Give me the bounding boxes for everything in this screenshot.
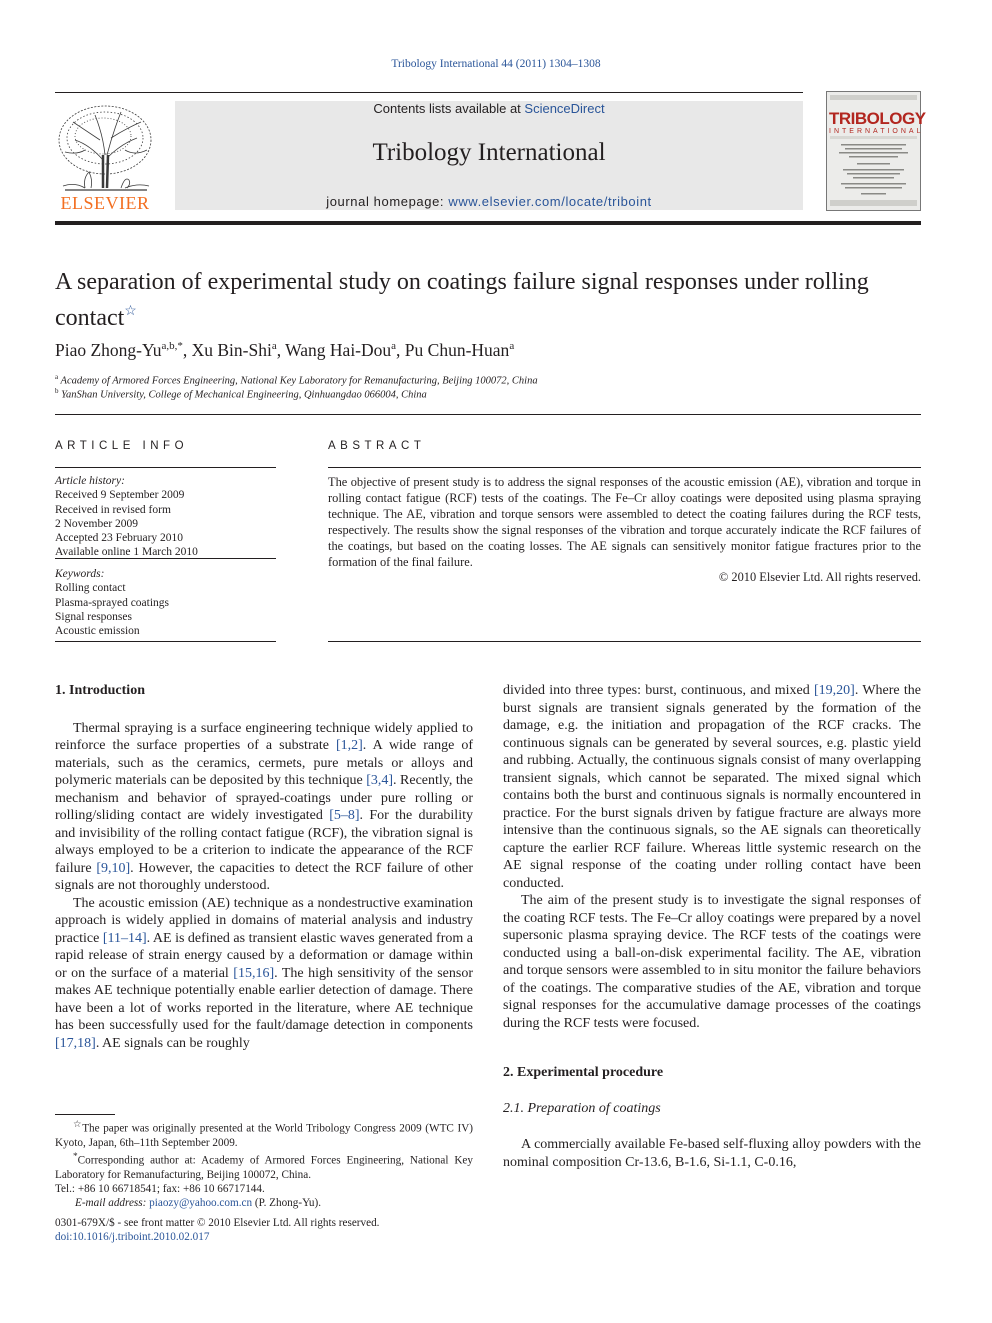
history-item: Received 9 September 2009 <box>55 489 185 502</box>
section-heading-experimental: 2. Experimental procedure <box>503 1065 664 1080</box>
author-separator: , <box>396 340 405 360</box>
section-heading-introduction: 1. Introduction <box>55 683 145 698</box>
paragraph-text: The acoustic emission (AE) technique as a nondestructive examination approach is widely applied in domains of material analysis and industry practice <box>55 895 473 946</box>
paragraph-text: . Recently, the mechanism and behavior of sprayed-coatings under pure rolling or rolling/sliding contact are widely investigated <box>55 773 474 823</box>
paragraph-text: . However, the capacities to detect the RCF failure of other signals are not thoroughly understood. <box>55 860 473 893</box>
affiliation-rule <box>55 414 921 415</box>
history-item: Accepted 23 February 2010 <box>55 532 184 545</box>
history-item: Received in revised form <box>55 503 171 516</box>
footnote-text: Corresponding author at: Academy of Armored Forces Engineering, National Key Laboratory for Remanufacturing, Beijing 100072, China. <box>55 1154 473 1182</box>
keyword: Signal responses <box>55 610 132 623</box>
title-footnote-mark[interactable]: ☆ <box>124 304 137 319</box>
copyright: © 2010 Elsevier Ltd. All rights reserved. <box>718 570 921 584</box>
abstract-heading: ABSTRACT <box>328 440 426 452</box>
footnote-mark: * <box>73 1152 78 1163</box>
journal-reference[interactable]: Tribology International 44 (2011) 1304–1308 <box>391 58 601 70</box>
footnote <box>55 1150 473 1182</box>
footnote <box>55 1118 473 1150</box>
info-rule <box>55 558 276 559</box>
affiliation-mark: a <box>55 373 59 381</box>
author-name: Wang Hai-Dou <box>285 340 392 360</box>
citation-link[interactable]: [3,4] <box>366 773 394 788</box>
email-suffix: (P. Zhong-Yu). <box>252 1197 322 1210</box>
cover-title: TRIBOLOGY <box>829 109 926 128</box>
cover-subtitle: INTERNATIONAL <box>829 128 924 135</box>
citation-link[interactable]: [9,10] <box>96 860 131 876</box>
paragraph-text: . AE signals can be roughly <box>95 1035 250 1051</box>
citation-link[interactable]: [1,2] <box>335 738 363 753</box>
keyword: Acoustic emission <box>55 625 140 638</box>
affiliation <box>55 373 921 387</box>
affiliation-text: Academy of Armored Forces Engineering, National Key Laboratory for Remanufacturing, Beijing 100072, China <box>60 375 538 387</box>
article-title <box>55 268 921 333</box>
paragraph-text: . Where the burst signals are transient signals generated by the formation of the damage, e.g. the initiation and propagation of the RCF cracks. The continuous signals can be generated by several sources, e.g. plastic yield and rubbing. Actually, the continuous signals consist of many overlapping transient signals, which cannot be separated. The mixed signal which contains both the burst and continuous signals is normally encountered in practice. For the burst signals driven by fatigue fracture are always more intensive than the continuous signals, so the AE signals can theoretically capture the earlier RCF failure. Whereas little systemic research on the AE signal response of the coating under rolling contact have been conducted. <box>503 683 922 891</box>
paragraph <box>55 895 473 1053</box>
subsection-heading-preparation: 2.1. Preparation of coatings <box>503 1100 661 1116</box>
homepage-link[interactable]: www.elsevier.com/locate/triboint <box>448 194 652 209</box>
info-rule <box>55 641 276 642</box>
abstract-rule <box>328 641 921 642</box>
author-name: Pu Chun-Huan <box>404 340 510 360</box>
keyword: Rolling contact <box>55 582 126 595</box>
author-name: Xu Bin-Shi <box>191 340 272 360</box>
author-separator: , <box>182 340 192 360</box>
journal-title: Tribology International <box>372 139 606 166</box>
paragraph-text: Thermal spraying is a surface engineering technique widely applied to reinforce the surface properties of a substrate <box>55 720 473 753</box>
email-link[interactable]: piaozy@yahoo.com.cn <box>149 1197 253 1210</box>
citation-link[interactable]: [17,18] <box>55 1035 96 1051</box>
contents-prefix: Contents lists available at <box>373 101 525 116</box>
author-list <box>55 340 921 361</box>
paragraph-text: . A wide range of materials, such as the ceramics, cermets, pure metals or alloys and polymeric materials can be deposited by this technique <box>55 738 474 788</box>
paragraph-text: . The high sensitivity of the sensor makes AE technique potentially enable earlier detection of damage. There have been a lot of works reported in the literature, where AE technique has been successfully used for the fault/damage detection in components <box>55 965 474 1033</box>
keyword: Plasma-sprayed coatings <box>55 596 170 609</box>
info-rule <box>55 467 276 468</box>
footnote-rule <box>55 1114 115 1115</box>
footnotes <box>55 1118 473 1211</box>
author-name: Piao Zhong-Yu <box>55 340 162 360</box>
bottom-meta <box>55 1216 473 1244</box>
history-label: Article history: <box>55 475 125 487</box>
citation-link[interactable]: [5–8] <box>329 808 360 823</box>
history-item: 2 November 2009 <box>55 517 139 530</box>
citation-link[interactable]: [19,20] <box>813 683 855 698</box>
author-affil-mark[interactable]: a <box>271 340 277 353</box>
doi-link[interactable]: doi:10.1016/j.triboint.2010.02.017 <box>55 1231 210 1244</box>
author-affil-mark[interactable]: a <box>391 340 397 353</box>
author-affil-mark[interactable]: a,b,* <box>161 340 183 353</box>
citation-link[interactable]: [11–14] <box>102 930 147 946</box>
article-title-text: A separation of experimental study on coatings failure signal responses under rolling contact <box>55 269 869 331</box>
footnote-contact: Tel.: +86 10 66718541; fax: +86 10 66717144. <box>55 1183 265 1196</box>
citation-link[interactable]: [15,16] <box>233 965 275 981</box>
body-left-column <box>55 682 473 1052</box>
footnote-mark: ☆ <box>73 1120 83 1130</box>
history-item: Available online 1 March 2010 <box>55 546 198 559</box>
header-thick-rule <box>55 221 921 225</box>
author-affil-mark[interactable]: a <box>509 340 515 353</box>
paragraph: The aim of the present study is to investigate the signal responses of the coating RCF tests. The Fe–Cr alloy coatings were prepared by a novel supersonic plasma spraying device. The RCF tests of the coatings were conducted using a ball-on-disk experimental facility. The AE, vibration and torque sensors were assembled to in situ monitor the failure behaviors of the coatings. The comparative studies of the AE, vibration and torque signal responses for the accumulative damage processes of the coatings during the RCF tests were focused. <box>503 893 921 1031</box>
abstract-text: The objective of present study is to address the signal responses of the acoustic emission (AE), vibration and torque in rolling contact fatigue (RCF) tests of the coatings. The Fe–Cr alloy coatings were deposited using plasma spraying technique. The AE, vibration and torque sensors were assembled to detect the coating failures during the RCF tests, respectively. The results show the signal responses of the vibration and torque accurately indicate the RCF failures of the coatings, but based on the coating losses. The AE signals can sensitively monitor fatigue fractures prior to the formation of the final failure. <box>328 475 921 570</box>
footnote-email <box>55 1196 473 1210</box>
body-right-column <box>503 682 921 1171</box>
homepage-prefix: journal homepage: <box>326 194 449 209</box>
sciencedirect-link[interactable]: ScienceDirect <box>524 101 605 116</box>
paragraph <box>55 720 473 895</box>
keywords-label: Keywords: <box>55 568 105 580</box>
article-info-heading: ARTICLE INFO <box>55 440 189 452</box>
paragraph-text: . For the durability and invisibility of the rolling contact fatigue (RCF), the vibration signal is always employed to be a criterion to indicate the appearance of the RCF failure <box>55 808 473 876</box>
footnote-text: The paper was originally presented at the World Tribology Congress 2009 (WTC IV) Kyoto, Japan, 6th–11th September 2009. <box>55 1122 473 1149</box>
issn-line: 0301-679X/$ - see front matter © 2010 Elsevier Ltd. All rights reserved. <box>55 1217 380 1229</box>
paragraph: A commercially available Fe-based self-fluxing alloy powders with the nominal composition Cr-13.6, B-1.6, Si-1.1, C-0.16, <box>503 1137 921 1170</box>
paragraph <box>503 682 921 892</box>
affiliation <box>55 387 921 401</box>
paragraph-text: . AE is defined as transient elastic waves generated from a rapid release of strain energy caused by a deformation or damage within or on the surface of a material <box>55 930 474 981</box>
article-history <box>55 474 276 560</box>
contents-line <box>175 101 803 116</box>
keywords <box>55 567 276 638</box>
affiliation-mark: b <box>55 387 59 395</box>
elsevier-wordmark: ELSEVIER <box>60 193 150 213</box>
homepage-line <box>175 194 803 209</box>
abstract-rule <box>328 467 921 468</box>
email-label: E-mail address: <box>75 1197 147 1210</box>
paragraph-text: divided into three types: burst, continuous, and mixed <box>503 683 814 698</box>
header-rule <box>55 92 803 93</box>
author-separator: , <box>276 340 286 360</box>
affiliation-text: YanShan University, College of Mechanical Engineering, Qinhuangdao 066004, China <box>61 389 427 401</box>
